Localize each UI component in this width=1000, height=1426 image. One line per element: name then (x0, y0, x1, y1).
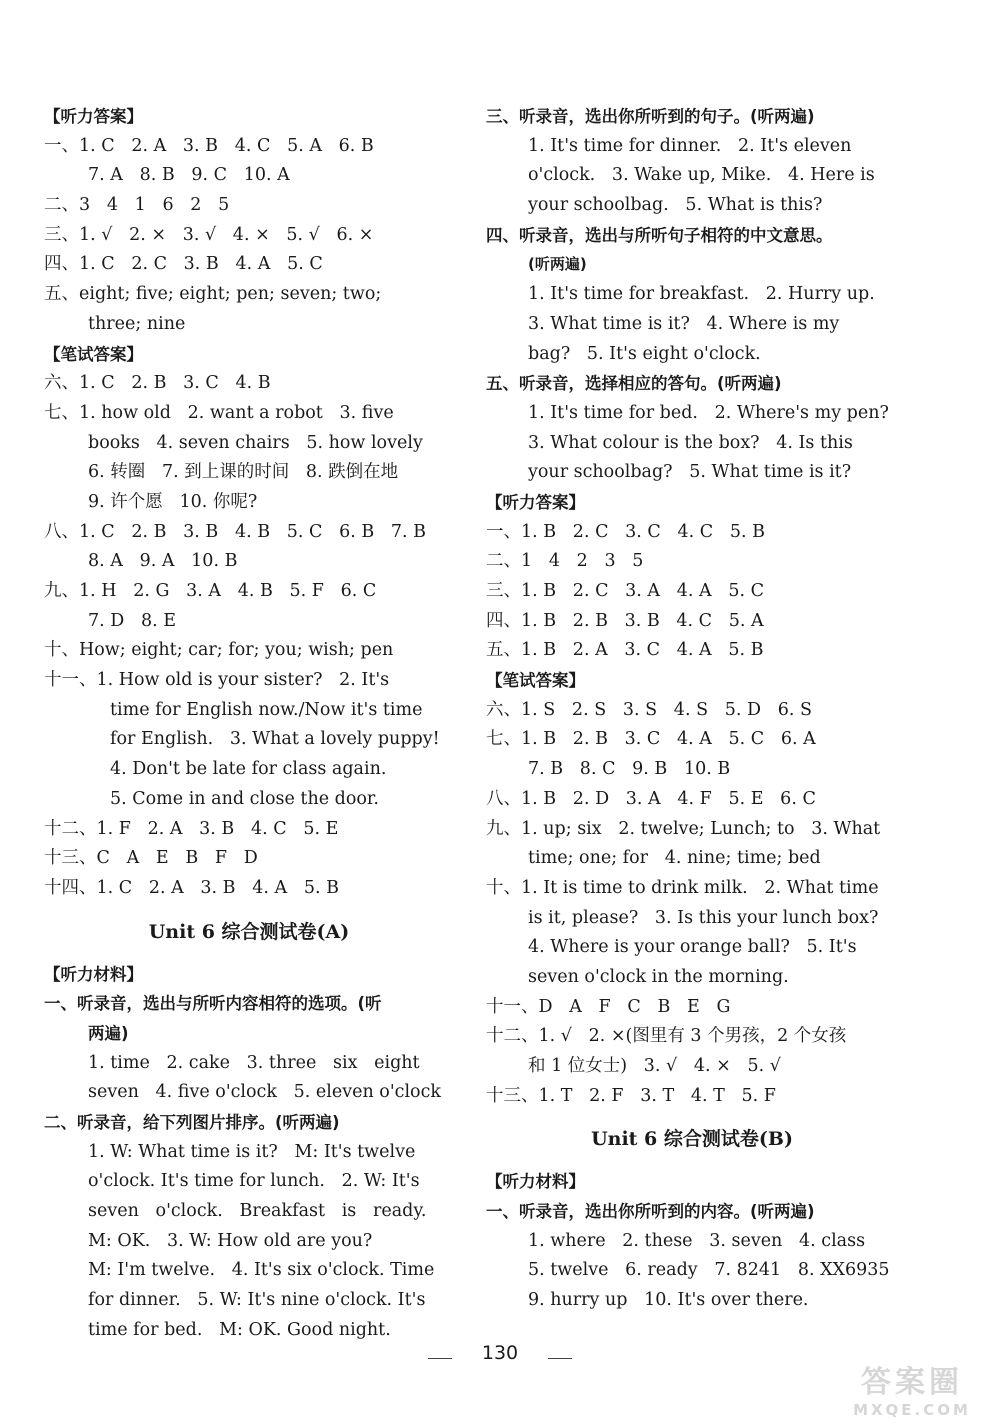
answer-line: 1. It's time for bed. 2. Where's my pen? (528, 402, 889, 423)
section-heading: 二、听录音，给下列图片排序。(听两遍) (44, 1113, 340, 1132)
answer-line: 1. time 2. cake 3. three six eight (88, 1052, 420, 1073)
answer-line: 四、1. B 2. B 3. B 4. C 5. A (486, 610, 764, 631)
page-number-rule-right (548, 1358, 572, 1359)
section-heading: 四、听录音，选出与所听句子相符的中文意思。 (486, 225, 833, 245)
answer-line: 十、1. It is time to drink milk. 2. What time (486, 877, 879, 898)
answer-line: 8. A 9. A 10. B (88, 551, 238, 572)
answer-line: your schoolbag? 5. What time is it? (528, 462, 852, 483)
answer-line: 六、1. S 2. S 3. S 4. S 5. D 6. S (486, 699, 812, 720)
answer-line: 九、1. up; six 2. twelve; Lunch; to 3. What (486, 818, 881, 839)
answer-line: 十二、1. F 2. A 3. B 4. C 5. E (44, 818, 339, 839)
answer-line: M: I'm twelve. 4. It's six o'clock. Time (88, 1260, 435, 1281)
section-title: Unit 6 综合测试卷(B) (591, 1128, 793, 1151)
answer-line: 9. 许个愿 10. 你呢? (88, 491, 258, 512)
answer-line: 7. A 8. B 9. C 10. A (88, 165, 290, 186)
left-column (44, 102, 454, 1346)
answer-line: 6. 转圈 7. 到上课的时间 8. 跌倒在地 (88, 462, 399, 483)
answer-line: seven o'clock in the morning. (528, 966, 789, 987)
answer-line: for dinner. 5. W: It's nine o'clock. It's (88, 1290, 426, 1311)
watermark-logo (828, 1366, 996, 1424)
answer-line: 和 1 位女士) 3. √ 4. × 5. √ (528, 1056, 781, 1076)
answer-line: time for English now./Now it's time (110, 699, 423, 720)
answer-line: 十、How; eight; car; for; you; wish; pen (44, 640, 394, 661)
answer-line: 一、1. B 2. C 3. C 4. C 5. B (486, 521, 765, 542)
answer-line: books 4. seven chairs 5. how lovely (88, 432, 423, 453)
answer-line: for English. 3. What a lovely puppy! (110, 729, 440, 750)
page-number: 130 (481, 1342, 519, 1364)
answer-line: 十一、1. How old is your sister? 2. It's (44, 670, 390, 691)
answer-line: 1. It's time for breakfast. 2. Hurry up. (528, 284, 875, 305)
answer-line: 二、3 4 1 6 2 5 (44, 195, 230, 216)
section-heading: 【笔试答案】 (44, 344, 143, 364)
answer-line: o'clock. It's time for lunch. 2. W: It's (88, 1171, 420, 1192)
page-number-area (420, 1338, 580, 1374)
answer-line: 三、1. B 2. C 3. A 4. A 5. C (486, 581, 764, 601)
answer-line: time for bed. M: OK. Good night. (88, 1319, 391, 1340)
answer-line: 1. W: What time is it? M: It's twelve (88, 1141, 416, 1162)
answer-line: 四、1. C 2. C 3. B 4. A 5. C (44, 254, 323, 275)
answer-line: 4. Don't be late for class again. (110, 759, 387, 780)
answer-line: 五、eight; five; eight; pen; seven; two; (44, 284, 382, 305)
section-heading: 【听力答案】 (44, 107, 143, 126)
right-column (486, 102, 898, 1316)
section-heading: 【听力材料】 (44, 964, 143, 984)
answer-line: 八、1. C 2. B 3. B 4. B 5. C 6. B 7. B (44, 521, 427, 542)
answer-line: 十二、1. √ 2. ×(图里有 3 个男孩，2 个女孩 (486, 1026, 847, 1047)
answer-line: M: OK. 3. W: How old are you? (88, 1230, 373, 1251)
section-heading: (听两遍) (528, 255, 587, 274)
section-heading: 【笔试答案】 (486, 671, 585, 691)
section-heading: 两遍) (88, 1023, 129, 1043)
answer-line: time; one; for 4. nine; time; bed (528, 848, 821, 869)
answer-line: 九、1. H 2. G 3. A 4. B 5. F 6. C (44, 581, 377, 601)
answer-line: 八、1. B 2. D 3. A 4. F 5. E 6. C (486, 788, 816, 809)
answer-line: 5. twelve 6. ready 7. 8241 8. XX6935 (528, 1260, 890, 1281)
answer-line: 7. B 8. C 9. B 10. B (528, 759, 731, 780)
answer-line: 5. Come in and close the door. (110, 788, 379, 809)
answer-line: is it, please? 3. Is this your lunch box? (528, 907, 879, 928)
answer-line: o'clock. 3. Wake up, Mike. 4. Here is (528, 165, 875, 186)
answer-line: your schoolbag. 5. What is this? (528, 195, 823, 216)
answer-line: 1. where 2. these 3. seven 4. class (528, 1230, 866, 1251)
answer-line: seven o'clock. Breakfast is ready. (88, 1201, 427, 1222)
answer-line: 7. D 8. E (88, 610, 177, 631)
answer-line: 七、1. B 2. B 3. C 4. A 5. C 6. A (486, 729, 816, 750)
answer-line: 三、1. √ 2. × 3. √ 4. × 5. √ 6. × (44, 224, 374, 245)
answer-line: 十三、C A E B F D (44, 848, 258, 869)
answer-line: 一、1. C 2. A 3. B 4. C 5. A 6. B (44, 135, 374, 156)
answer-line: 3. What colour is the box? 4. Is this (528, 432, 853, 453)
answer-line: 六、1. C 2. B 3. C 4. B (44, 373, 271, 394)
answer-line: 十三、1. T 2. F 3. T 4. T 5. F (486, 1085, 776, 1106)
answer-line: bag? 5. It's eight o'clock. (528, 343, 761, 364)
answer-line: three; nine (88, 313, 186, 334)
section-title: Unit 6 综合测试卷(A) (148, 920, 350, 943)
answer-line: 4. Where is your orange ball? 5. It's (528, 937, 857, 958)
page-number-rule-left (428, 1358, 452, 1359)
section-heading: 【听力答案】 (486, 492, 585, 512)
answer-line: 1. It's time for dinner. 2. It's eleven (528, 135, 852, 156)
answer-line: 十一、D A F C B E G (486, 996, 731, 1017)
section-heading: 【听力材料】 (486, 1172, 585, 1192)
answer-line: 七、1. how old 2. want a robot 3. five (44, 402, 394, 423)
answer-line: seven 4. five o'clock 5. eleven o'clock (88, 1082, 441, 1103)
section-heading: 一、听录音，选出你所听到的内容。(听两遍) (486, 1202, 815, 1222)
watermark-url: MXQE.COM (853, 1401, 971, 1419)
section-heading: 三、听录音，选出你所听到的句子。(听两遍) (486, 107, 815, 126)
answer-line: 二、1 4 2 3 5 (486, 551, 644, 572)
section-heading: 一、听录音，选出与所听内容相符的选项。(听 (44, 994, 382, 1014)
answer-line: 9. hurry up 10. It's over there. (528, 1290, 809, 1311)
page-footer (0, 1248, 1000, 1288)
answer-line: 十四、1. C 2. A 3. B 4. A 5. B (44, 877, 339, 898)
section-heading: 五、听录音，选择相应的答句。(听两遍) (486, 374, 782, 394)
answer-line: 五、1. B 2. A 3. C 4. A 5. B (486, 640, 764, 661)
watermark-text: 答案圈 (861, 1365, 963, 1400)
answer-line: 3. What time is it? 4. Where is my (528, 313, 840, 334)
